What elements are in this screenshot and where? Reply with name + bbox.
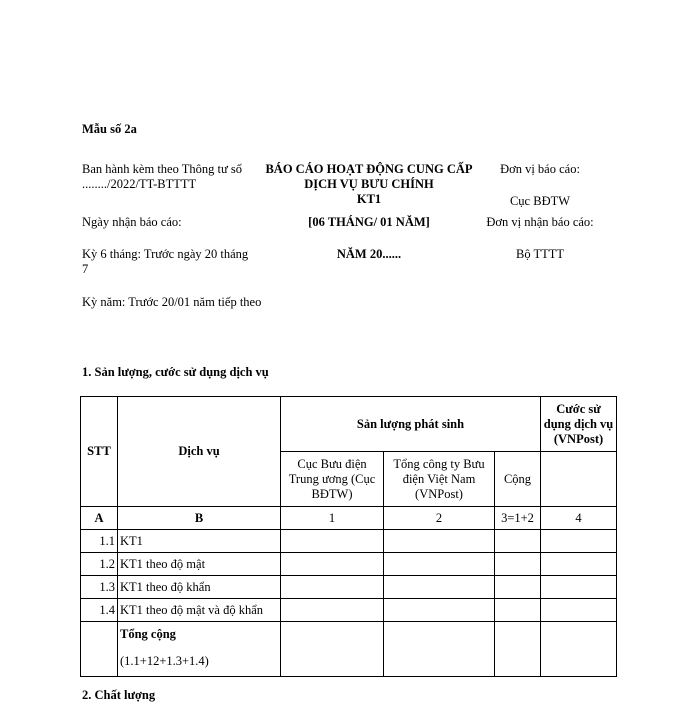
row-cell[interactable] [541,530,617,553]
table-header-row [81,397,617,452]
row-cell[interactable] [495,599,541,622]
report-title [262,162,476,207]
subheader-cuc-bdtw: Cục Bưu điện Trung ương (Cục BĐTW) [281,452,384,507]
row-cell[interactable] [384,599,495,622]
period-year: Kỳ năm: Trước 20/01 năm tiếp theo [82,295,262,309]
row-cell[interactable] [541,576,617,599]
index-cell: 4 [541,507,617,530]
row-service: KT1 theo độ mật [118,553,281,576]
form-number: Mẫu số 2a [82,122,137,136]
header-fee: Cước sử dụng dịch vụ (VNPost) [541,397,617,452]
row-cell[interactable] [281,622,384,677]
row-cell[interactable] [384,622,495,677]
row-service: KT1 [118,530,281,553]
row-cell[interactable] [281,553,384,576]
row-stt: 1.4 [81,599,118,622]
row-stt: 1.1 [81,530,118,553]
report-title-line2: KT1 [356,192,382,206]
total-label-cell [118,622,281,677]
row-cell[interactable] [541,622,617,677]
subheader-fee-empty [541,452,617,507]
row-stt: 1.3 [81,576,118,599]
total-stt-empty [81,622,118,677]
table-total-row [81,622,617,677]
receiving-unit-value: Bộ TTTT [515,247,565,261]
index-cell: 1 [281,507,384,530]
section1-title: 1. Sản lượng, cước sử dụng dịch vụ [82,365,269,379]
header-stt: STT [81,397,118,507]
row-cell[interactable] [495,530,541,553]
table-row [81,576,617,599]
header-service: Dịch vụ [118,397,281,507]
index-cell: B [118,507,281,530]
table-row [81,553,617,576]
row-cell[interactable] [495,622,541,677]
report-period: [06 THÁNG/ 01 NĂM] [308,215,430,229]
index-cell: 3=1+2 [495,507,541,530]
header-output: Sản lượng phát sinh [281,397,541,452]
issued-by-text: Ban hành kèm theo Thông tư số ......../2022/TT-BTTTT [82,162,242,191]
row-cell[interactable] [384,576,495,599]
row-cell[interactable] [281,599,384,622]
subheader-total: Cộng [495,452,541,507]
receiving-unit-label: Đơn vị nhận báo cáo: [486,215,594,229]
total-label: Tổng cộng [120,627,176,641]
report-year: NĂM 20...... [336,247,402,261]
row-cell[interactable] [541,553,617,576]
row-cell[interactable] [495,553,541,576]
output-fee-table [80,396,617,677]
subheader-vnpost: Tổng công ty Bưu điện Việt Nam (VNPost) [384,452,495,507]
table-row [81,530,617,553]
row-stt: 1.2 [81,553,118,576]
row-cell[interactable] [384,530,495,553]
index-cell: A [81,507,118,530]
table-index-row [81,507,617,530]
row-cell[interactable] [495,576,541,599]
row-cell[interactable] [281,530,384,553]
row-service: KT1 theo độ khẩn [118,576,281,599]
total-formula: (1.1+12+1.3+1.4) [120,654,209,668]
row-service: KT1 theo độ mật và độ khẩn [118,599,281,622]
period-6-months: Kỳ 6 tháng: Trước ngày 20 tháng 7 [82,247,249,276]
index-cell: 2 [384,507,495,530]
reporting-unit-label: Đơn vị báo cáo: [500,162,580,176]
row-cell[interactable] [384,553,495,576]
table-row [81,599,617,622]
received-date-label: Ngày nhận báo cáo: [82,215,182,229]
row-cell[interactable] [281,576,384,599]
section2-title: 2. Chất lượng [82,688,156,702]
report-title-line1: BÁO CÁO HOẠT ĐỘNG CUNG CẤP DỊCH VỤ BƯU CHÍNH [265,162,473,191]
row-cell[interactable] [541,599,617,622]
reporting-unit-value: Cục BĐTW [509,194,571,208]
